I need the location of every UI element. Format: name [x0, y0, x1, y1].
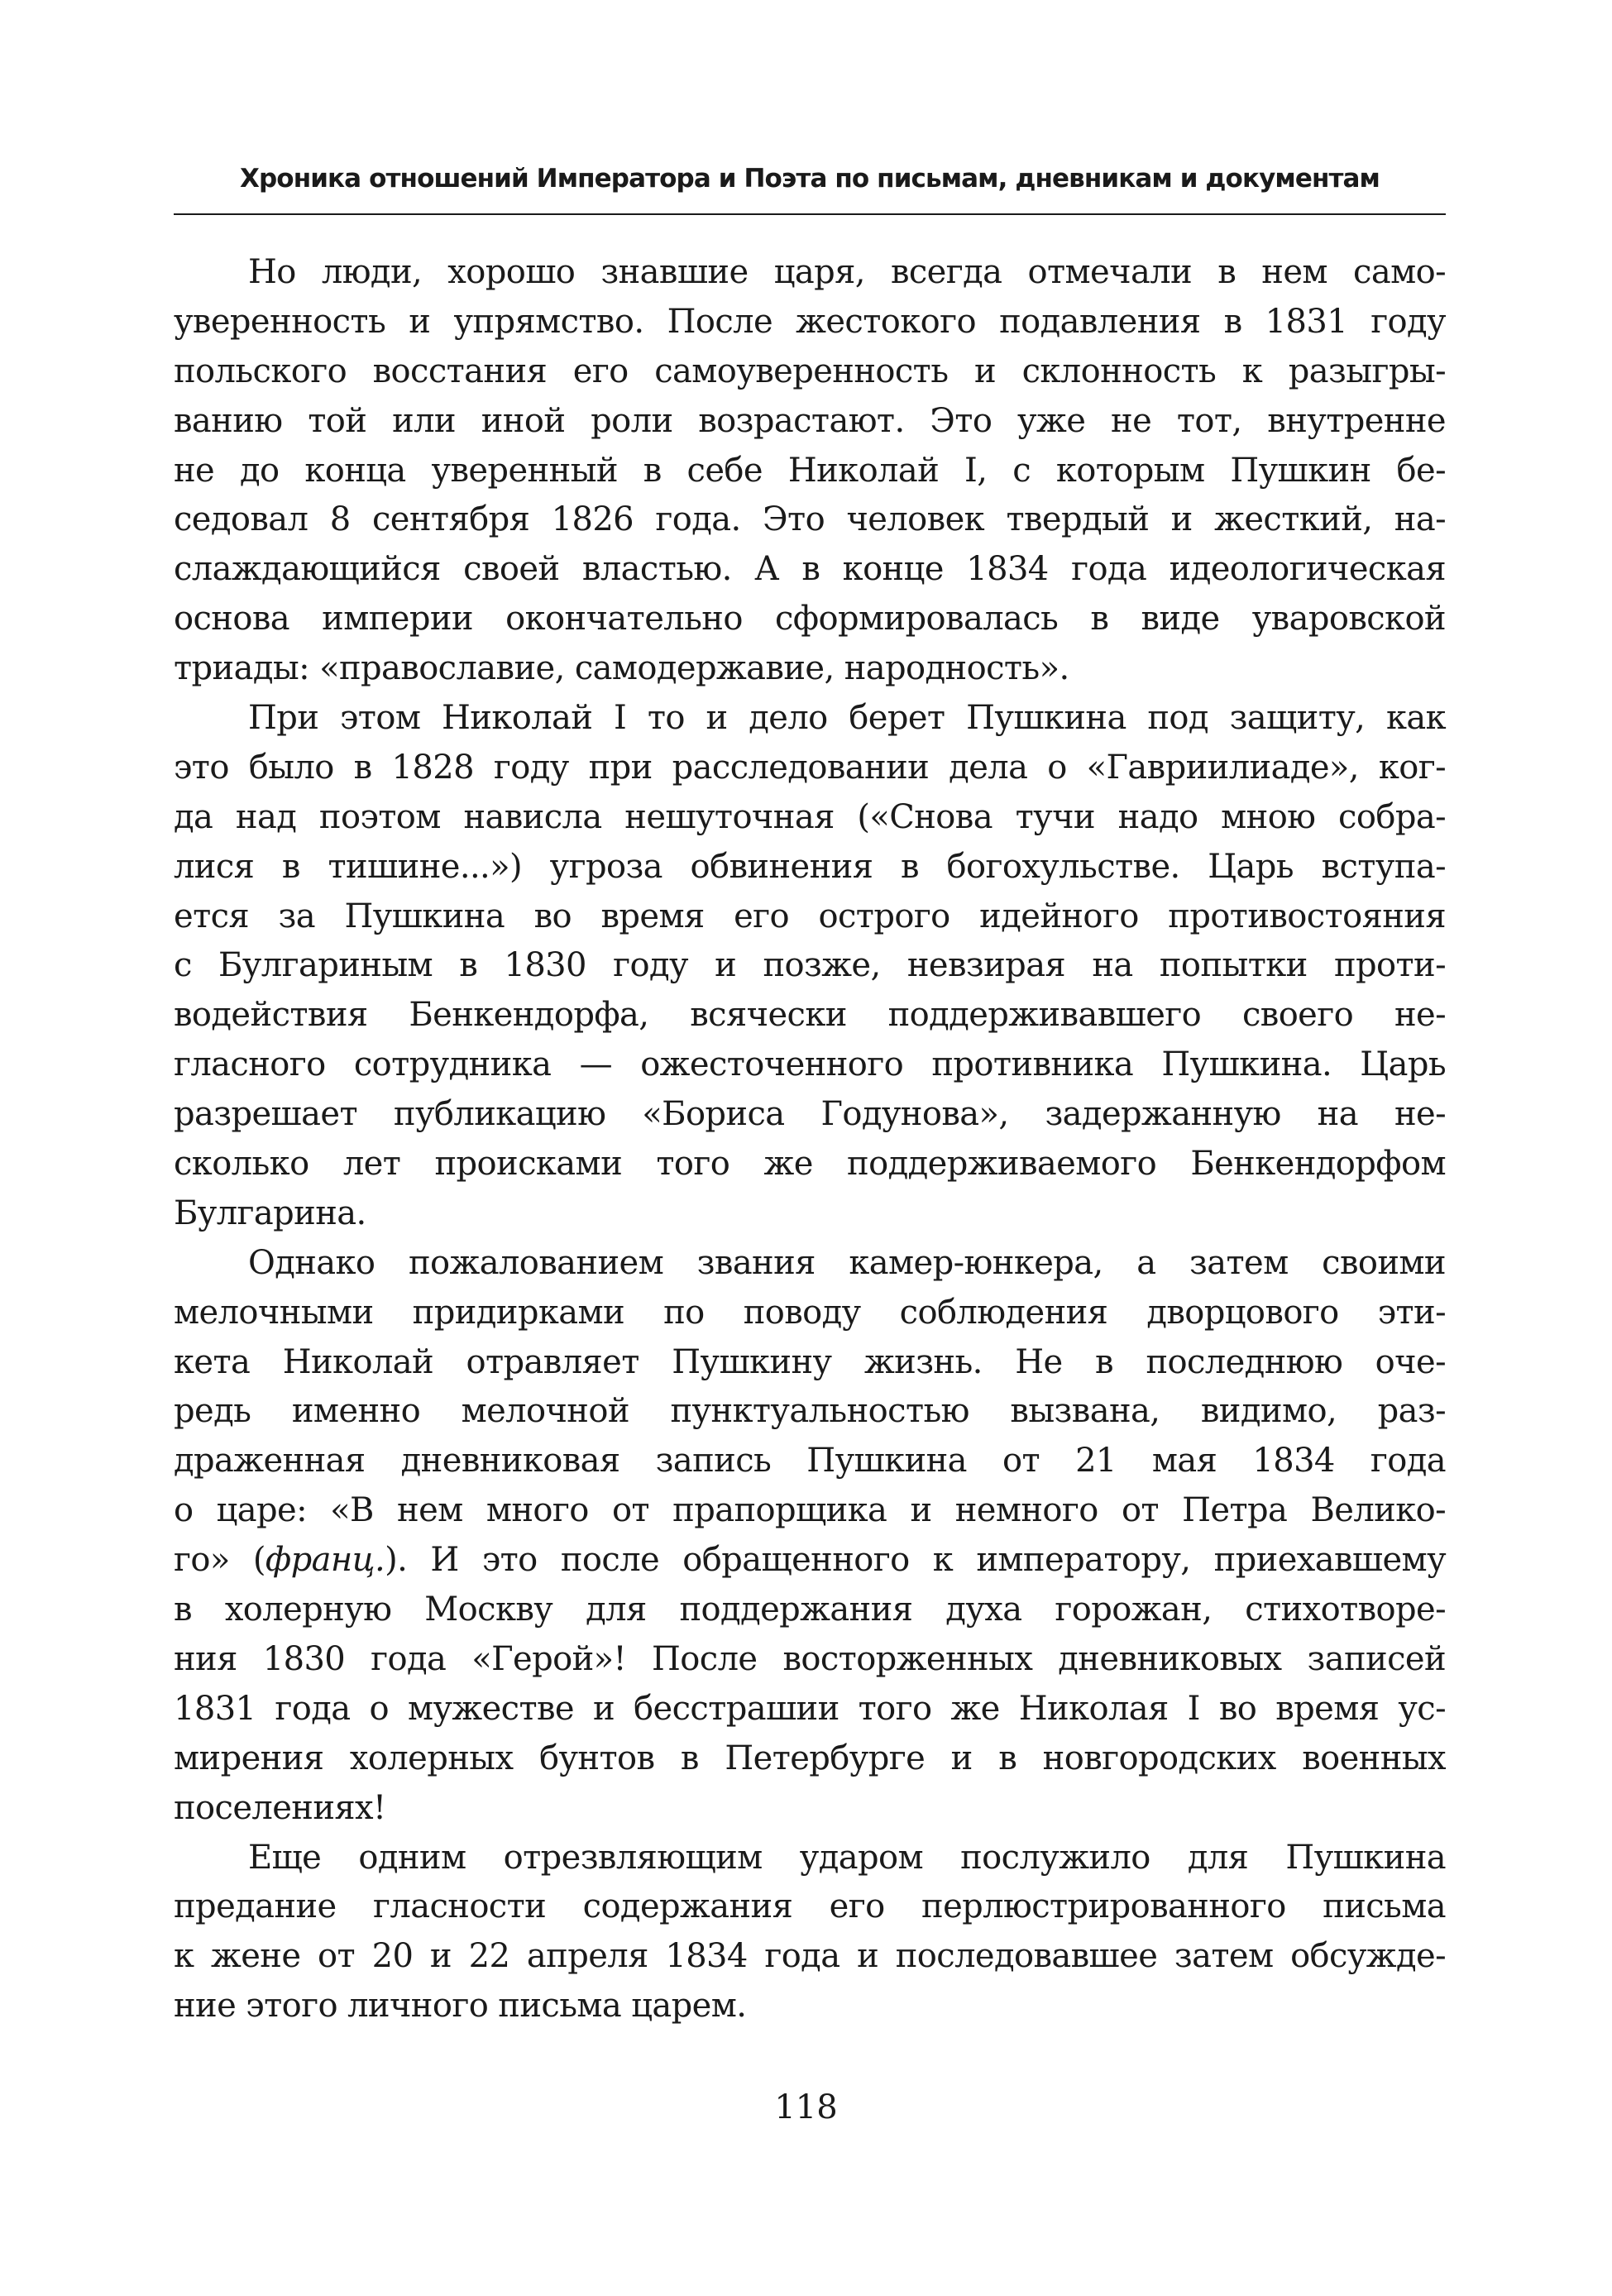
text-line-with-italic [174, 1536, 1446, 1586]
paragraph-4 [174, 1834, 1446, 2032]
text-line: да над поэтом нависла нешуточная («Снова тучи надо мною собра- [174, 797, 1446, 836]
text-line: сколько лет происками того же поддерживаемого Бенкендорфом [174, 1145, 1446, 1184]
text-line: уверенность и упрямство. После жестокого подавления в 1831 году [174, 302, 1446, 341]
text-line: редь именно мелочной пунктуальностью вызвана, видимо, раз- [174, 1392, 1446, 1431]
text-line: Булгарина. [174, 1193, 366, 1232]
text-line: слаждающийся своей властью. А в конце 1834 года идеологическая [174, 550, 1446, 589]
text-line: кета Николай отравляет Пушкину жизнь. Не в последнюю оче- [174, 1342, 1446, 1381]
text-line: разрешает публикацию «Бориса Годунова», задержанную на не- [174, 1095, 1446, 1134]
text-line: не до конца уверенный в себе Николай I, с которым Пушкин бе- [174, 451, 1446, 490]
text-line: к жене от 20 и 22 апреля 1834 года и последовавшее затем обсужде- [174, 1937, 1446, 1976]
text-line: предание гласности содержания его перлюстрированного письма [174, 1887, 1446, 1926]
text-line: поселениях! [174, 1788, 386, 1827]
body-text [174, 248, 1446, 2031]
paragraph-3 [174, 1239, 1446, 1834]
text-line: мелочными придирками по поводу соблюдения дворцового эти- [174, 1293, 1446, 1332]
text-line: ванию той или иной роли возрастают. Это уже не тот, внутренне [174, 401, 1446, 440]
text-line: гласного сотрудника — ожесточенного противника Пушкина. Царь [174, 1045, 1446, 1084]
text-line: лися в тишине...») угроза обвинения в богохульстве. Царь вступа- [174, 847, 1446, 886]
text-line: ется за Пушкина во время его острого идейного противостояния [174, 897, 1446, 935]
text-line: это было в 1828 году при расследовании дела о «Гавриилиаде», ког- [174, 748, 1446, 787]
text-line: Однако пожалованием звания камер-юнкера, а затем своими [248, 1243, 1446, 1282]
text-line: ние этого личного письма царем. [174, 1987, 747, 2026]
text-line: Еще одним отрезвляющим ударом послужило для Пушкина [248, 1838, 1446, 1877]
text-line: Но люди, хорошо знавшие царя, всегда отмечали в нем само- [248, 253, 1446, 291]
text-line: польского восстания его самоуверенность и склонность к разыгры- [174, 352, 1446, 390]
text-line: в холерную Москву для поддержания духа горожан, стихотворе- [174, 1590, 1446, 1629]
text-line: мирения холерных бунтов в Петербурге и в новгородских военных [174, 1739, 1446, 1777]
text-line: триады: «православие, самодержавие, народность». [174, 649, 1069, 688]
text-segment: ). И это после обращенного к императору, приехавшему [385, 1541, 1447, 1580]
text-line: При этом Николай I то и дело берет Пушкина под защиту, как [248, 699, 1446, 738]
paragraph-1 [174, 248, 1446, 694]
text-line: водействия Бенкендорфа, всячески поддерживавшего своего не- [174, 996, 1446, 1035]
text-line: о царе: «В нем много от прапорщика и немного от Петра Велико- [174, 1491, 1446, 1530]
text-line: с Булгариным в 1830 году и позже, невзирая на попытки проти- [174, 946, 1446, 985]
paragraph-2 [174, 694, 1446, 1239]
text-line: седовал 8 сентября 1826 года. Это человек твердый и жесткий, на- [174, 500, 1446, 539]
text-line: ния 1830 года «Герой»! После восторженных дневниковых записей [174, 1639, 1446, 1678]
page-number: 118 [774, 2088, 838, 2126]
text-segment: го» ( [174, 1541, 265, 1580]
text-line: драженная дневниковая запись Пушкина от 21 мая 1834 года [174, 1442, 1446, 1480]
running-header [174, 157, 1446, 215]
italic-abbreviation: франц. [265, 1541, 385, 1580]
text-line: 1831 года о мужестве и бесстрашии того же Николая I во время ус- [174, 1689, 1446, 1728]
text-line: основа империи окончательно сформировалась в виде уваровской [174, 600, 1446, 639]
running-header-title: Хроника отношений Императора и Поэта по письмам, дневникам и документам [240, 164, 1380, 194]
